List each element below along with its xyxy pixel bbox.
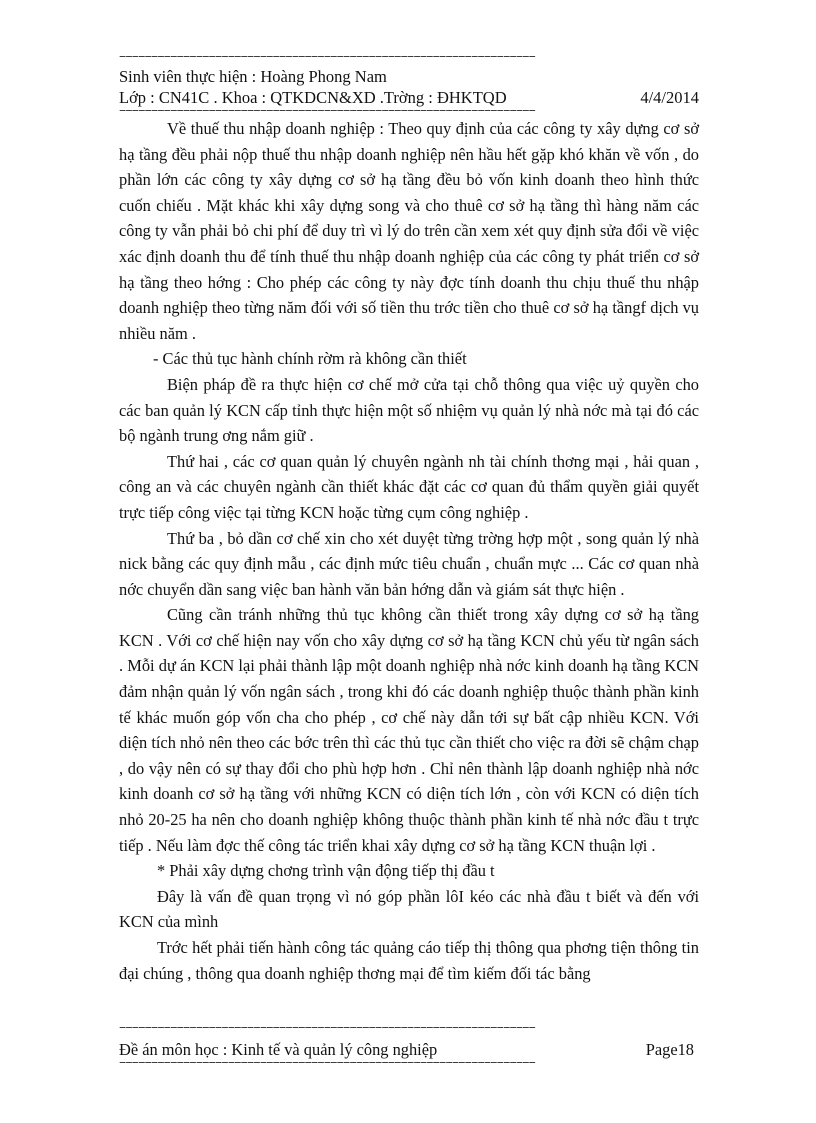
paragraph-corporate-tax: Về thuế thu nhập doanh nghiệp : Theo quy định của các công ty xây dựng cơ sở hạ tầng đều phải nộp thuế thu nhập doanh nghiệp nên hầu hết gặp khó khăn về vốn , do phần lớn các công ty xây dựng cơ sở hạ tầng đều bỏ vốn kinh doanh theo hình thức cuốn chiếu . Mặt khác khi xây dựng song và cho thuê cơ sở hạ tầng thì hàng năm các công ty vẫn phải bỏ chi phí để duy trì vì lý do trên cần xem xét quy định sửa đổi về việc xác định doanh thu để tính thuế thu nhập doanh nghiệp của các công ty phát triển cơ sở hạ tầng theo hớng : Cho phép các công ty này đợc tính doanh thu chịu thuế thu nhập doanh nghiệp theo từng năm đối với số tiền thu trớc tiền cho thuê cơ sở hạ tầngf dịch vụ nhiều năm . — [119, 119, 699, 343]
header-class-info: Lớp : CN41C . Khoa : QTKDCN&XD .Trờng : ĐHKTQD — [119, 88, 507, 107]
paragraph-unnecessary-procedures: Cũng cần tránh những thủ tục không cần thiết trong xây dựng cơ sở hạ tầng KCN . Với cơ chế hiện nay vốn cho xây dựng cơ sở hạ tầng KCN chủ yếu từ ngân sách . Mỗi dự án KCN lại phải thành lập một doanh nghiệp nhà nớc kinh doanh hạ tầng KCN đảm nhận quản lý vốn ngân sách , trong khi đó các doanh nghiệp thuộc thành phần kinh tế khác muốn góp vốn cha cho phép , cơ chế này dẫn tới sự bất cập nhiều KCN. Với diện tích nhỏ nên theo các bớc trên thì các thủ tục cần thiết cho việc ra đời sẽ chậm chạp , do vậy nên có sự thay đổi cho phù hợp hơn . Chỉ nên thành lập doanh nghiệp nhà nớc kinh doanh cơ sở hạ tầng với những KCN có diện tích lớn , còn với KCN có diện tích nhỏ 20-25 ha nên cho doanh nghiệp không thuộc thành phần kinh tế nhà nớc đầu t trực tiếp . Nếu làm đợc thế công tác triển khai xây dựng cơ sở hạ tầng KCN thuận lợi . — [119, 605, 699, 855]
header-student: Sinh viên thực hiện : Hoàng Phong Nam — [119, 67, 387, 86]
paragraph-second-measure: Thứ hai , các cơ quan quản lý chuyên ngành nh tài chính thơng mại , hải quan , công an và các chuyên ngành cần thiết khác đặt các cơ quan đủ thẩm quyền giải quyết trực tiếp công việc tại từng KCN hoặc từng cụm công nghiệp . — [119, 451, 699, 522]
paragraph-investment-promotion-importance: Đây là vấn đề quan trọng vì nó góp phần lôI kéo các nhà đầu t biết và đến với KCN của mình — [119, 886, 699, 932]
footer-rule-bottom: ================================================================= — [119, 1060, 536, 1069]
footer-course: Đề án môn học : Kinh tế và quản lý công nghiệp — [119, 1040, 438, 1059]
paragraph-investment-promotion-heading: * Phải xây dựng chơng trình vận động tiếp thị đầu t — [157, 861, 495, 881]
footer-rule-top: ================================================================= — [119, 1025, 536, 1034]
header-date: 4/4/2014 — [640, 88, 699, 107]
header-rule-top: ================================================================= — [119, 54, 536, 63]
paragraph-advertising: Trớc hết phải tiến hành công tác quảng cáo tiếp thị thông qua phơng tiện thông tin đại chúng , thông qua doanh nghiệp thơng mại để tìm kiếm đối tác bằng — [119, 938, 699, 983]
paragraph-open-mechanism: Biện pháp đề ra thực hiện cơ chế mở cửa tại chỗ thông qua việc uỷ quyền cho các ban quản lý KCN cấp tỉnh thực hiện một số nhiệm vụ quản lý nhà nớc mà tại đó các bộ ngành trung ơng nắm giữ . — [119, 374, 699, 446]
footer-row — [119, 1040, 694, 1060]
paragraph-admin-procedures-heading: - Các thủ tục hành chính rờm rà không cần thiết — [153, 349, 467, 369]
header-rule-bottom: ================================================================= — [119, 108, 536, 117]
document-body — [119, 116, 699, 986]
footer-page-number: Page18 — [645, 1040, 694, 1059]
paragraph-third-measure: Thứ ba , bỏ dần cơ chế xin cho xét duyệt từng trờng hợp một , song quản lý nhà nick bằng các quy định mẫu , các định mức tiêu chuẩn , chuẩn mực ... Các cơ quan nhà nớc chuyển dần sang việc ban hành văn bản hớng dẫn và giám sát thực hiện . — [119, 528, 699, 599]
header-class-row — [119, 88, 699, 108]
